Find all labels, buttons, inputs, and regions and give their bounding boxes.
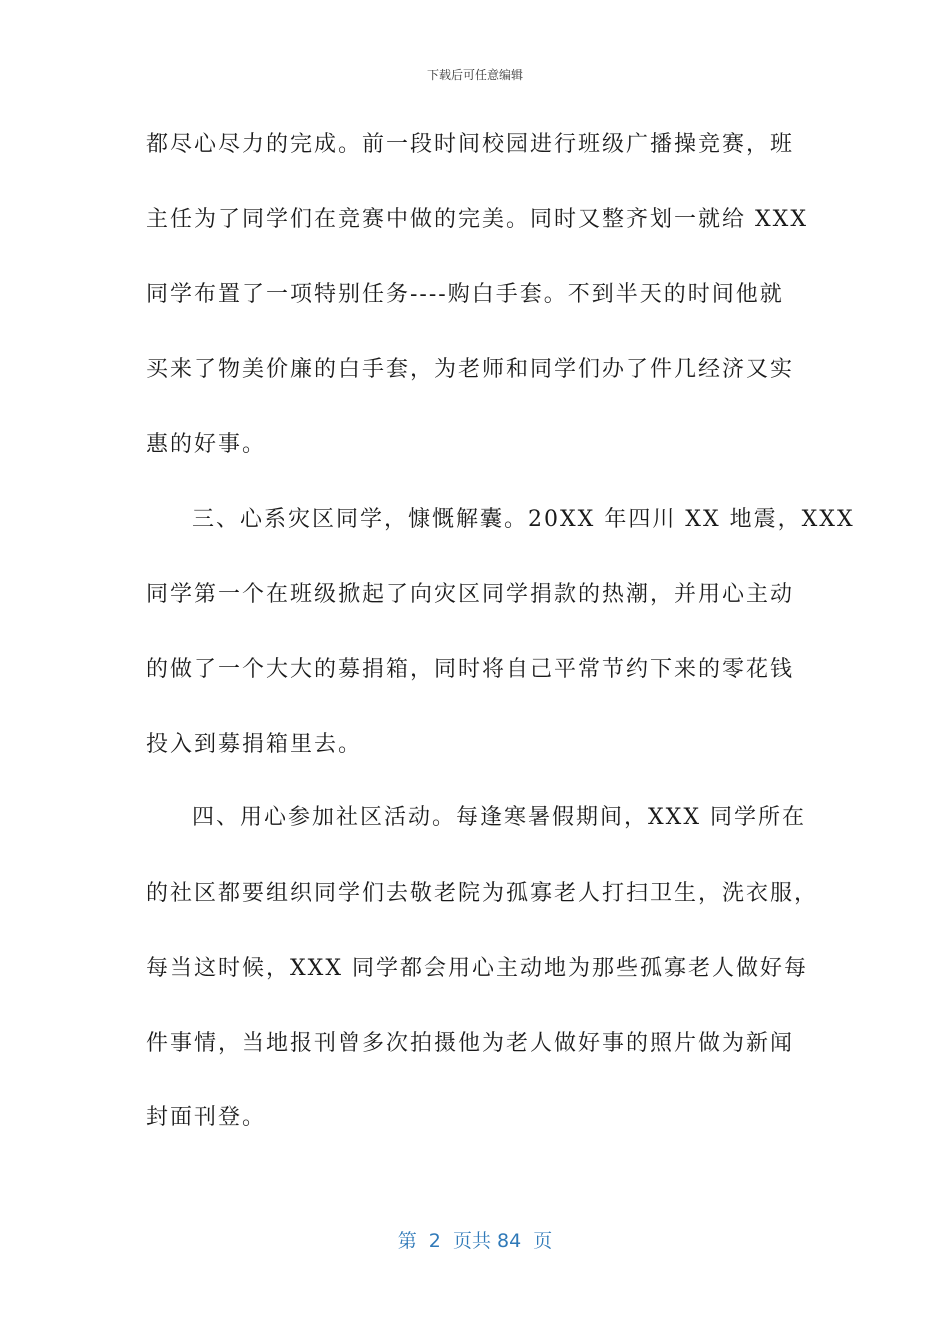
body-line-5: 惠的好事。: [146, 432, 267, 457]
body-line-2: 主任为了同学们在竞赛中做的完美。同时又整齐划一就给 XXX: [146, 207, 808, 232]
paragraph-4-first-line: 四、用心参加社区活动。每逢寒暑假期间，XXX 同学所在: [192, 805, 806, 830]
body-line-14: 封面刊登。: [146, 1105, 267, 1130]
body-line-9: 投入到募捐箱里去。: [146, 732, 363, 757]
body-line-7: 同学第一个在班级掀起了向灾区同学捐款的热潮，并用心主动: [146, 582, 795, 607]
body-line-8: 的做了一个大大的募捐箱，同时将自己平常节约下来的零花钱: [146, 657, 795, 682]
body-line-11: 的社区都要组织同学们去敬老院为孤寡老人打扫卫生，洗衣服，: [146, 881, 819, 906]
body-line-4: 买来了物美价廉的白手套，为老师和同学们办了件几经济又实: [146, 357, 795, 382]
body-line-3: 同学布置了一项特别任务----购白手套。不到半天的时间他就: [146, 282, 784, 307]
paragraph-3-first-line: 三、心系灾区同学，慷慨解囊。20XX 年四川 XX 地震，XXX: [192, 507, 855, 532]
page-header: 下载后可任意编辑: [426, 68, 523, 82]
body-line-12: 每当这时候，XXX 同学都会用心主动地为那些孤寡老人做好每: [146, 956, 808, 981]
body-line-13: 件事情，当地报刊曾多次拍摄他为老人做好事的照片做为新闻: [146, 1031, 795, 1056]
body-line-1: 都尽心尽力的完成。前一段时间校园进行班级广播操竞赛，班: [146, 132, 795, 157]
page-number-footer: 第 2 页共 84 页: [397, 1230, 553, 1252]
